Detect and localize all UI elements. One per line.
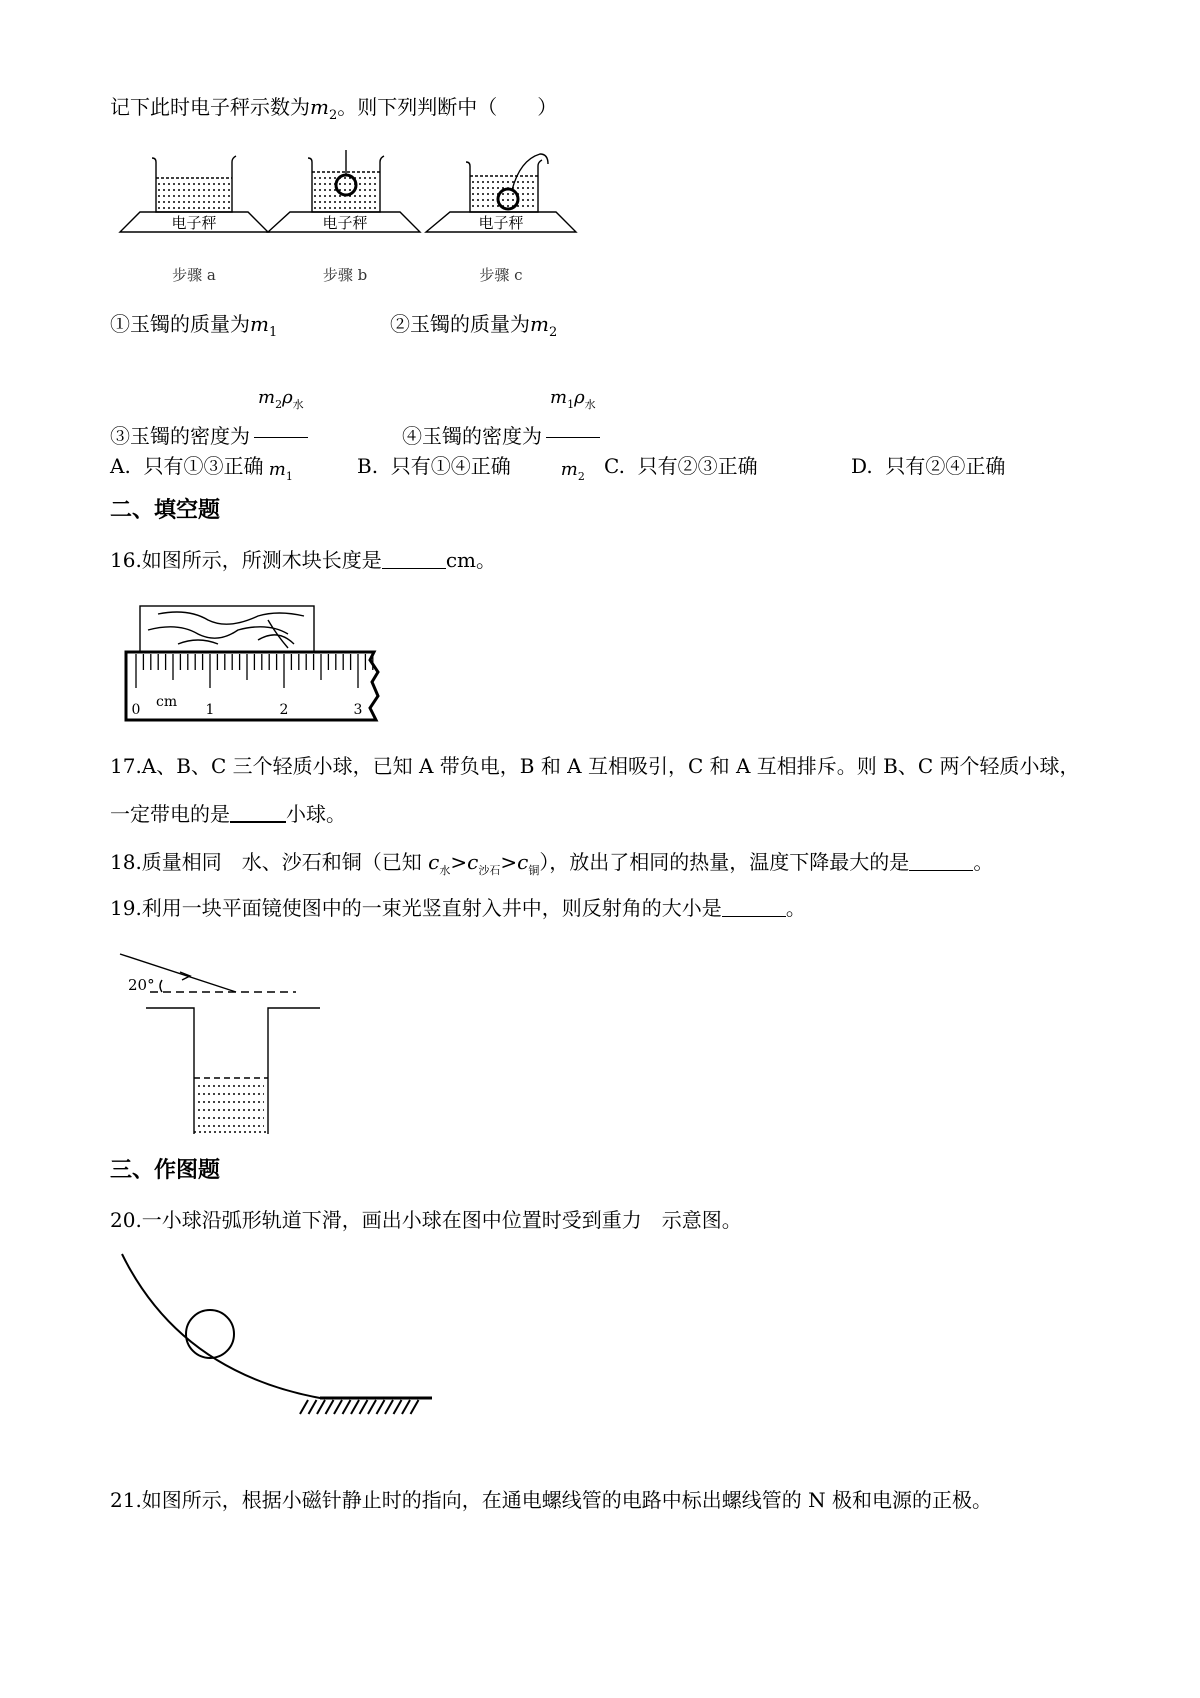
statement-3-fraction [254, 368, 308, 507]
step-a-label: 步骤 a [172, 266, 216, 284]
q15-figure [100, 150, 640, 290]
choice-c[interactable] [604, 452, 758, 480]
ground-hatch-line [377, 1400, 385, 1414]
step-b-beaker [308, 150, 384, 212]
statement-2-var: m [530, 312, 549, 336]
choice-b-letter: B. [357, 454, 379, 478]
ground-hatch-line [326, 1400, 334, 1414]
q17-line-1: 17.A、B、C 三个轻质小球，已知 A 带负电，B 和 A 互相吸引，C 和 A 互相排斥。则 B、C 两个轻质小球， [110, 754, 1080, 778]
step-a-scale-label: 电子秤 [171, 214, 217, 232]
ground-hatch-line [309, 1400, 317, 1414]
section-3-title: 三、作图题 [110, 1158, 221, 1183]
q15-intro-text: 记下此时电子秤示数为 [110, 95, 310, 119]
q19-answer-blank[interactable] [722, 896, 786, 917]
q19-text-a: 19.利用一块平面镜使图中的一束光竖直射入井中，则反射角的大小是 [110, 896, 722, 920]
angle-label: 20° [128, 976, 155, 994]
q19-text [110, 894, 806, 922]
q15-intro-sub: 2 [328, 108, 338, 123]
fraction-rho: ρ [574, 387, 585, 408]
ground-hatch-line [394, 1400, 402, 1414]
fraction-rho-sub: 水 [292, 398, 304, 411]
well-outline [146, 1008, 320, 1134]
statement-4-text: ④玉镯的密度为 [402, 424, 542, 448]
statement-4-fraction [546, 368, 600, 507]
q17-text-b: 小球。 [286, 802, 346, 826]
q18-text [110, 848, 993, 885]
q16-ruler-figure [118, 600, 398, 730]
q16-answer-blank[interactable] [382, 548, 446, 569]
q16-text-a: 16.如图所示，所测木块长度是 [110, 548, 382, 572]
choice-b-text: 只有①④正确 [390, 454, 511, 478]
fraction-num-var: m [550, 387, 568, 408]
q18-c2: c [467, 850, 479, 874]
q20-track-figure [110, 1252, 450, 1452]
ruler-label-0: 0 [131, 702, 141, 718]
ruler-label-3: 3 [353, 702, 363, 718]
statement-1-var: m [250, 312, 269, 336]
choice-a-text: 只有①③正确 [143, 454, 264, 478]
q21-text: 21.如图所示，根据小磁针静止时的指向，在通电螺线管的电路中标出螺线管的 N 极和电源的正极。 [110, 1488, 993, 1512]
choice-b[interactable] [357, 452, 511, 480]
step-b-label: 步骤 b [322, 266, 368, 284]
statement-4 [402, 368, 600, 507]
ruler-unit: cm [156, 694, 178, 710]
fraction-rho: ρ [282, 387, 293, 408]
q18-c3: c [517, 850, 529, 874]
q15-intro [110, 93, 557, 130]
step-c-scale-label: 电子秤 [478, 214, 524, 232]
q18-gt-2: > [500, 850, 518, 874]
q18-c3-sub: 铜 [528, 864, 540, 877]
choice-a-letter: A. [110, 454, 131, 478]
arc-track [122, 1254, 432, 1398]
ball [186, 1310, 234, 1358]
ground-hatch-line [343, 1400, 351, 1414]
q18-c1-sub: 水 [439, 864, 451, 877]
q17-text-a: 一定带电的是 [110, 802, 230, 826]
section-2-title: 二、填空题 [110, 498, 221, 523]
statement-2-sub: 2 [548, 325, 558, 340]
q18-c1: c [428, 850, 440, 874]
choice-c-text: 只有②③正确 [637, 454, 758, 478]
ground-hatch-line [402, 1400, 410, 1414]
choice-d-letter: D. [851, 454, 873, 478]
ground-hatch-line [334, 1400, 342, 1414]
q16-text [110, 546, 496, 574]
ground-hatch-line [368, 1400, 376, 1414]
fraction-den-var: m [268, 459, 286, 480]
fraction-rho-sub: 水 [584, 398, 596, 411]
fraction-den-sub: 1 [285, 470, 293, 483]
fraction-num-sub: 2 [275, 398, 283, 411]
q19-well-figure [110, 950, 330, 1140]
q17-line-2 [110, 800, 346, 828]
q19-text-b: 。 [785, 896, 806, 920]
step-b-scale-label: 电子秤 [322, 214, 368, 232]
fraction-den-sub: 2 [577, 470, 585, 483]
ground-hatch-line [317, 1400, 325, 1414]
statement-3-text: ③玉镯的密度为 [110, 424, 250, 448]
q20-text: 20.一小球沿弧形轨道下滑，画出小球在图中位置时受到重力 示意图。 [110, 1208, 742, 1232]
choice-d[interactable] [851, 452, 1005, 480]
ground-hatch-line [300, 1400, 308, 1414]
ruler-label-2: 2 [279, 702, 289, 718]
q18-text-a: 18.质量相同 水、沙石和铜（已知 [110, 850, 422, 874]
q16-text-b: cm。 [445, 548, 496, 572]
choice-d-text: 只有②④正确 [885, 454, 1006, 478]
statement-2-text: ②玉镯的质量为 [390, 312, 530, 336]
q15-intro-var: m [310, 95, 329, 119]
choice-c-letter: C. [604, 454, 625, 478]
statement-1 [110, 310, 277, 347]
step-c-beaker [466, 154, 548, 212]
fraction-num-sub: 1 [567, 398, 575, 411]
ruler-label-1: 1 [205, 702, 215, 718]
q18-text-b: ），放出了相同的热量，温度下降最大的是 [539, 850, 910, 874]
statement-2 [390, 310, 557, 347]
q18-gt-1: > [450, 850, 468, 874]
q18-text-c: 。 [973, 850, 994, 874]
choice-a[interactable] [110, 452, 264, 480]
ground-hatch-line [385, 1400, 393, 1414]
statement-1-text: ①玉镯的质量为 [110, 312, 250, 336]
step-a-beaker [152, 156, 236, 212]
ground-hatch-line [351, 1400, 359, 1414]
statement-3 [110, 368, 308, 507]
q18-c2-sub: 沙石 [478, 864, 501, 877]
q18-answer-blank[interactable] [909, 850, 973, 871]
statement-1-sub: 1 [268, 325, 278, 340]
ground-hatch-line [360, 1400, 368, 1414]
fraction-num-var: m [258, 387, 276, 408]
q15-intro-text-2: 。则下列判断中（ ） [337, 95, 558, 119]
fraction-den-var: m [560, 459, 578, 480]
step-c-label: 步骤 c [479, 266, 523, 284]
ground-hatch-line [411, 1400, 419, 1414]
q17-answer-blank[interactable] [230, 801, 286, 823]
